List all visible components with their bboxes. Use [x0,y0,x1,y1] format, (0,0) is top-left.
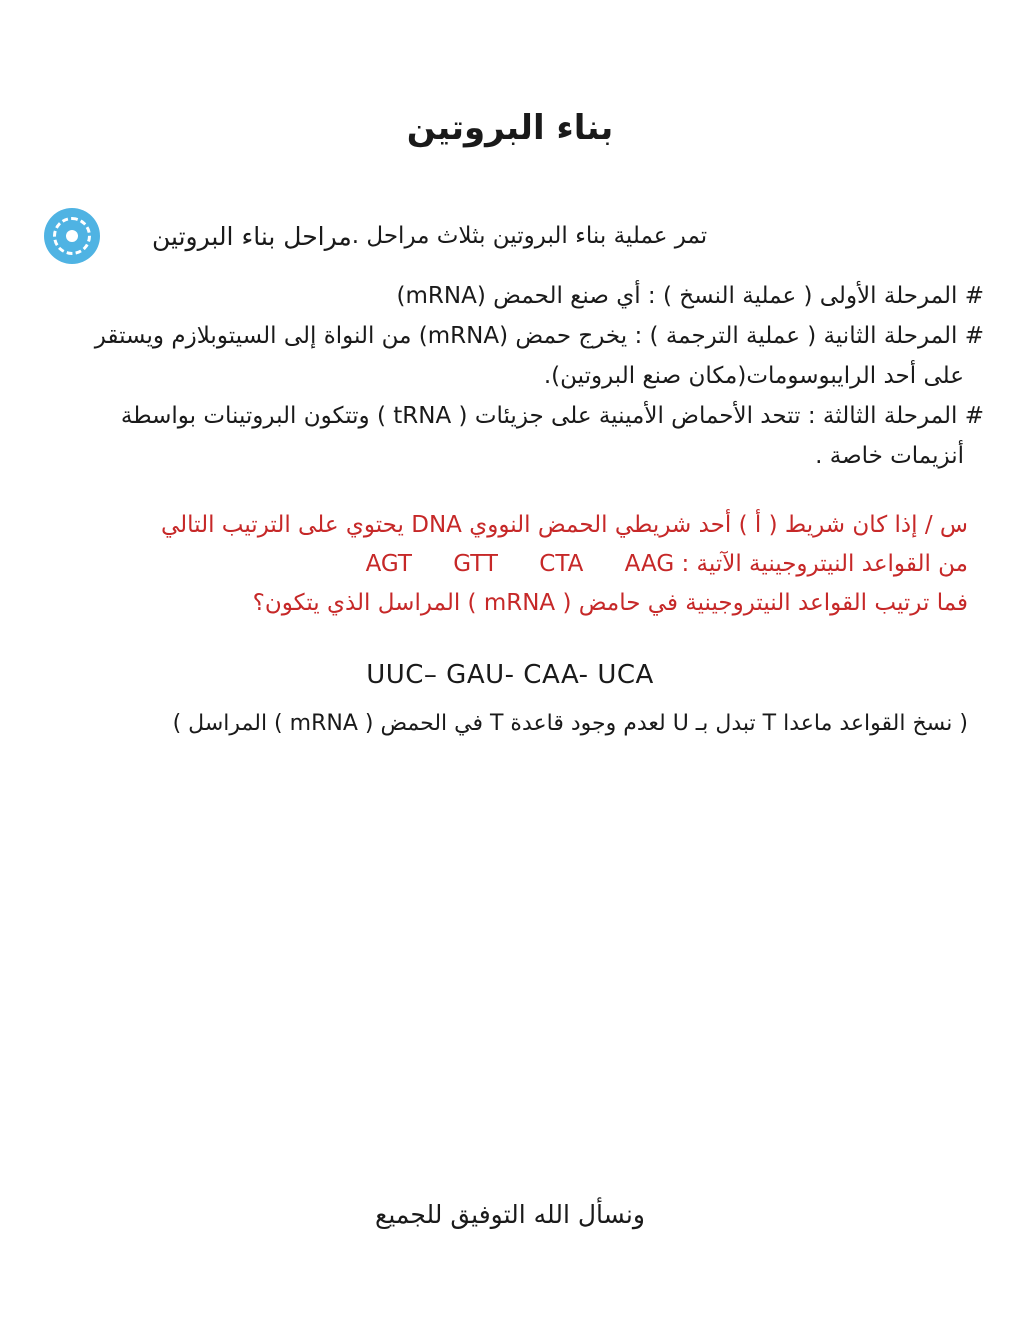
stages-label: مراحل بناء البروتين [152,221,352,251]
stages-intro: تمر عملية بناء البروتين بثلاث مراحل . [351,223,708,249]
closing-line: ونسأل الله التوفيق للجميع [375,1200,645,1229]
circle-badge-icon [44,208,100,264]
stage-three-continued: أنزيمات خاصة . [815,443,964,469]
stage-three: # المرحلة الثالثة : تتحد الأحماض الأمينية على جزيئات ( tRNA ) وتتكون البروتينات بواسطة [120,403,984,429]
page-title: بناء البروتين [406,108,614,148]
stage-one: # المرحلة الأولى ( عملية النسخ ) : أي صنع الحمض (mRNA) [396,283,984,309]
question-line-2 [68,545,968,584]
stage-two-continued: على أحد الرايبوسومات(مكان صنع البروتين). [543,363,964,389]
question-line-2-prefix: من القواعد النيتروجينية الآتية : [681,551,968,577]
answer-note: ( نسخ القواعد ماعدا T تبدل بـ U لعدم وجود قاعدة T في الحمض ( mRNA ) المراسل ) [172,711,968,736]
stages-list [24,276,984,476]
dna-codons: AGT GTT CTA AAG [365,551,675,577]
question-block [68,506,968,623]
stages-heading [30,204,990,268]
question-line-1: س / إذا كان شريط ( أ ) أحد شريطي الحمض النووي DNA يحتوي على الترتيب التالي [160,512,968,538]
question-line-3: فما ترتيب القواعد النيتروجينية في حامض ( mRNA ) المراسل الذي يتكون؟ [252,590,968,616]
stage-two: # المرحلة الثانية ( عملية الترجمة ) : يخرج حمض (mRNA) من النواة إلى السيتوبلازم ويستقر [94,323,984,349]
answer-sequence: UUC– GAU- CAA- UCA [366,660,654,690]
